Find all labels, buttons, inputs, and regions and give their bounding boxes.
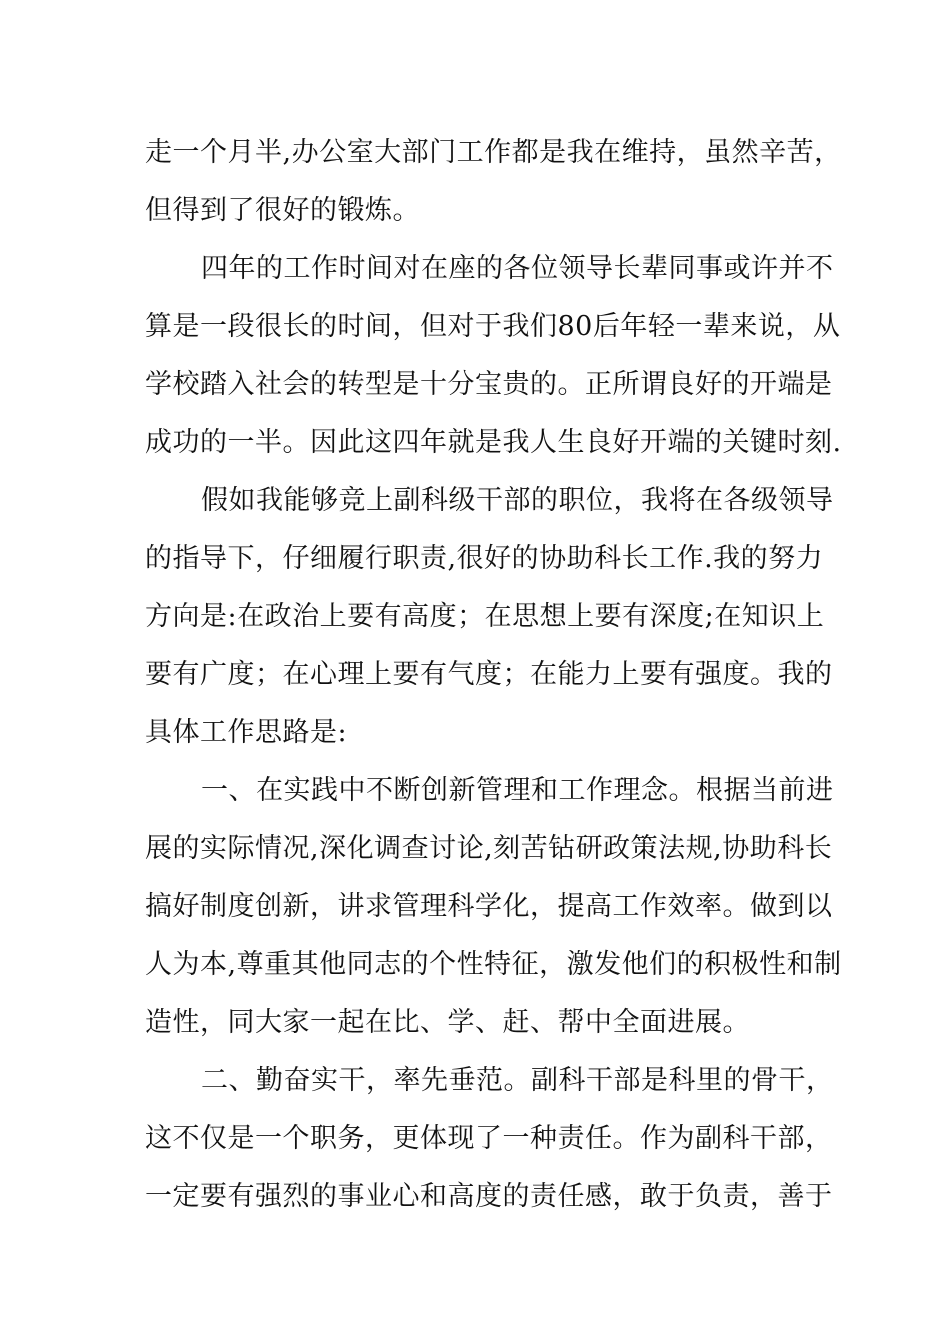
text-line: 具体工作思路是: (145, 717, 348, 748)
text-line: 展的实际情况,深化调查讨论,刻苦钻研政策法规,协助科长 (145, 833, 833, 864)
text-line: 一、在实践中不断创新管理和工作理念。根据当前进 (201, 775, 834, 806)
text-line: 人为本,尊重其他同志的个性特征，激发他们的积极性和制 (145, 949, 842, 980)
paragraph-1 (145, 124, 842, 240)
text-line: 四年的工作时间对在座的各位领导长辈同事或许并不 (201, 253, 834, 284)
paragraph-4 (145, 762, 842, 1052)
text-line: 假如我能够竞上副科级干部的职位，我将在各级领导 (201, 485, 834, 516)
text-line: 要有广度；在心理上要有气度；在能力上要有强度。我的 (145, 659, 833, 690)
text-line: 的指导下，仔细履行职责,很好的协助科长工作.我的努力 (145, 543, 824, 574)
text-line: 搞好制度创新，讲求管理科学化，提高工作效率。做到以 (145, 891, 833, 922)
text-line: 方向是:在政治上要有高度；在思想上要有深度;在知识上 (145, 601, 825, 632)
text-line: 成功的一半。因此这四年就是我人生良好开端的关键时刻. (145, 427, 842, 458)
paragraph-5 (145, 1052, 834, 1226)
text-line: 二、勤奋实干，率先垂范。副科干部是科里的骨干， (201, 1065, 834, 1096)
text-line: 这不仅是一个职务，更体现了一种责任。作为副科干部， (145, 1123, 833, 1154)
text-line: 走一个月半,办公室大部门工作都是我在维持，虽然辛苦， (145, 137, 842, 168)
document-body (145, 124, 842, 1226)
text-line: 但得到了很好的锻炼。 (145, 195, 420, 226)
text-line: 造性，同大家一起在比、学、赶、帮中全面进展。 (145, 1007, 750, 1038)
paragraph-3 (145, 472, 834, 762)
paragraph-2 (145, 240, 842, 472)
text-line: 一定要有强烈的事业心和高度的责任感，敢于负责，善于 (145, 1181, 833, 1212)
text-line: 学校踏入社会的转型是十分宝贵的。正所谓良好的开端是 (145, 369, 833, 400)
text-line: 算是一段很长的时间，但对于我们80后年轻一辈来说，从 (145, 311, 841, 342)
